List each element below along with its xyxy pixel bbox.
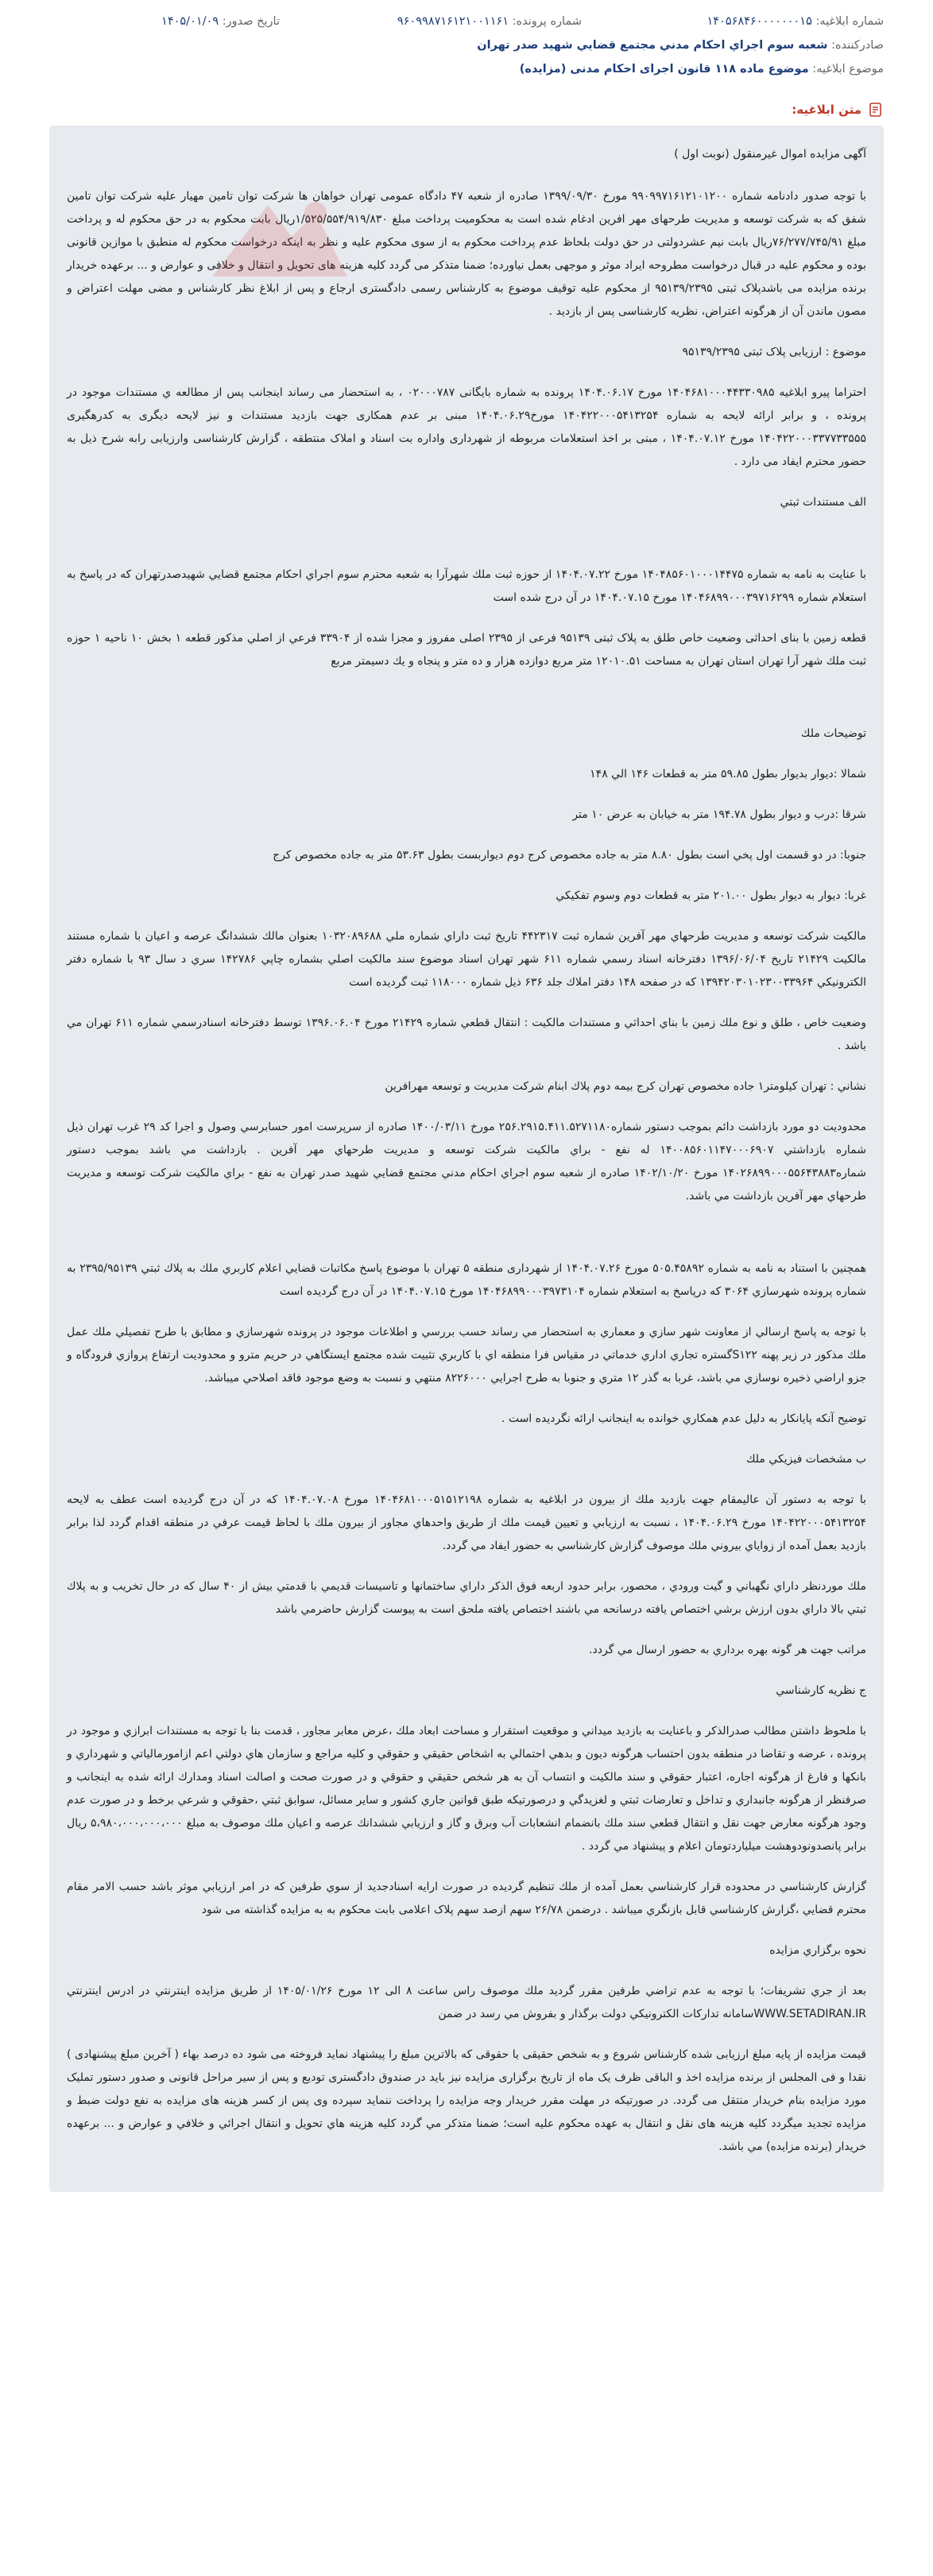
notice-meta [0,0,933,79]
spacer [67,691,866,722]
spacer [67,1226,866,1257]
notice-text-label: متن ابلاغیه: [792,103,861,117]
paragraph-16: محدودیت دو مورد بازداشت دائم بموجب دستور شماره۲۵۶.۲۹۱۵.۴۱۱.۵۲۷۱۱۸۰ مورخ ۱۴۰۰/۰۳/۱۱ صادره از سرپرست امور حسابرسي وصول و اجرا كد ۲۹ غرب تهران ذيل شماره بازداشتي ۱۴۰۰۸۵۶۰۱۱۴۷۰۰۰۶۹۰۷ له نفع - براي مالكيت شركت توسعه و مديريت طرحهاي مهر آفرين . بازداشت مي باشد بموجب دستور شماره۱۴۰۲۶۸۹۹۰۰۰۵۵۶۴۳۸۸۳ مورخ ۱۴۰۲/۱۰/۲۰ صادره از شعبه سوم اجراي احكام مدني مجتمع قضايي شهيد صدر تهران به نفع - براي مالكيت شركت توسعه و مديريت طرحهاي مهر آفرين بازداشت مي باشد. [67,1121,867,1203]
paragraph-28: بعد از جري تشريفات؛ با توجه به عدم تراضي طرفين مقرر گرديد ملك موصوف راس ساعت ۸ الی ۱۲ مورخ ۱۴۰۵/۰۱/۲۶ از طريق مزايده اينترنتي در ادرس اينترنتي WWW.SETADIRAN.IRسامانه تداركات الكترونيكي دولت برگذار و بفروش مي رسد در ضمن [67,1985,866,2020]
issuer-value: شعبه سوم اجراي احكام مدني مجتمع قضايي شهيد صدر تهران [477,39,828,52]
paragraph-23: مراتب جهت هر گونه بهره برداري به حضور ارسال مي گردد. [589,1644,866,1656]
paragraph-1: آگهی مزایده اموال غیرمنقول (نوبت اول ) [674,148,866,161]
paragraph-20: ب مشخصات فيزيكي ملك [745,1453,866,1466]
notice-number [582,11,884,32]
paragraph-10: شرقا :درب و ديوار بطول ۱۹۴.۷۸ متر به خيابان به عرض ۱۰ متر [572,808,866,821]
issuer-label: صادرکننده: [831,39,884,52]
subject-value: موضوع ماده ۱۱۸ قانون اجرای احکام مدنی (مزایده) [519,63,809,76]
paragraph-21: با توجه به دستور آن عاليمقام جهت بازديد ملك از بيرون در ابلاغيه به شماره ۱۴۰۴۶۸۱۰۰۰۵۱۵۱۲۱۹۸ مورخ ۱۴۰۴.۰۷.۰۸ كه در آن درج گرديده است عطف به لايحه ۱۴۰۴۲۲۰۰۰۵۴۱۳۲۵۴ مورخ ۱۴۰۴.۰۶.۲۹ ، نسبت به ارزيابي و تعيين قيمت ملك از طريق واحدهاي مجاور از بيرون ملك با لحاظ قيمت عرفي در منطقه اقدام گردد لذا برابر بازديد بعمل آمده از زواياي بيروني ملك موصوف گزارش كارشناسي به حضور ايفاد مي گردد. [67,1493,866,1552]
paragraph-12: غربا: ديوار به ديوار بطول ۲۰۱.۰۰ متر به قطعات دوم وسوم تفكيكي [556,889,866,902]
case-number-value: ۹۶۰۹۹۸۷۱۶۱۲۱۰۰۱۱۶۱ [397,15,509,28]
paragraph-5: الف مستندات ثبتي [780,496,866,509]
meta-row-ids [49,11,884,32]
notice-body [49,126,884,2192]
paragraph-9: شمالا :ديوار بديوار بطول ۵۹.۸۵ متر به قطعات ۱۴۶ الي ۱۴۸ [590,768,866,781]
paragraph-25: با ملحوظ داشتن مطالب صدرالذكر و باعنايت به بازديد ميداني و موقعيت استقرار و مساحت ابعاد ملك ،عرض معابر مجاور ، قدمت بنا با توجه به مستندات ابرازي و موجود در پرونده ، عرضه و تقاضا در منطقه بدون احتساب هرگونه ديون و بدهي احتمالي به اشخاص حقيقي و حقوقي و كليه مراجع و سازمان هاي دولتي اعم ازامورمالياتي و شهرداري و بانكها و فارغ از هرگونه اجاره، اعتبار حقوقي و سند مالكيت و انتساب آن به هر شخص حقيقي و حقوقي و در صورت صحت و اصالت اسناد ومدارك ارائه شده به اينجانب و صرفنظر از هرگونه جانبداري و تداخل و تعارضات ثبتي و لغزيدگي و درصورتيكه طبق قوانين جاري كشور و ساير مسائل، سوابق ثبتي ،حقوقي و شرعي برخط و در صورت عدم وجود هرگونه معارض جهت نقل و انتقال قطعي سند ملك بانضمام انشعابات آب وبرق و گاز و ارزيابي ششدانك عرصه و اعيان ملك موصوف به مبلغ ۵،۹۸۰،۰۰۰،۰۰۰،۰۰۰ ريال برابر پانصدونودوهشت ميلياردتومان اعلام و پيشنهاد مي گردد . [67,1725,867,1853]
notice-text-header [0,102,884,118]
paragraph-29: قیمت مزایده از پایه مبلغ ارزیابی شده کارشناس شروع و به شخص حقیقی یا حقوقی که بالاترین مبلغ را پیشنهاد نماید فروخته می شود ده درصد بهاء ( آخرین مبلغ پیشنهادی ) نقدا و فی المجلس از برنده مزایده اخذ و الباقی ظرف یک ماه از تاریخ برگزاری مزایده نیز باید در صندوق دادگستری تودیع و پس از سیر مراحل قانونی و صدور دستور تملیک مورد مزایده بنام خریدار منتقل می گردد. در صورتیکه در مهلت مقرر خریدار وجه مزایده را پرداخت ننماید سپرده وی پس از کسر هزینه های مزایده به نفع دولت ضبط و مزایده تجدید میگردد کلیه هزینه های نقل و انتقال به عهده محکوم علیه است؛ ضمنا متذكر مي گردد كليه هزينه هاي تحويل و انتقال اجرائي و خلافي و عوارض و ... برعهده خريدار (برنده مزايده) مي باشد. [67,2048,866,2153]
subject-label: موضوع ابلاغیه: [812,63,884,76]
paragraph-24: ج نظريه كارشناسي [776,1684,866,1697]
notice-subject [49,59,884,79]
paragraph-17: همچنین با استناد به نامه به شماره ۵۰۵.۴۵۸۹۲ مورخ ۱۴۰۴.۰۷.۲۶ از شهرداری منطقه ۵ تهران با موضوع پاسخ مكاتبات قضايي اعلام كاربري ملك به پلاك ثبتي ۲۳۹۵/۹۵۱۳۹ به شماره پرونده شهرسازي ۳۰۶۴ كه درپاسخ به استعلام شماره ۱۴۰۴۶۸۹۹۰۰۰۳۹۷۳۱۰۴ مورخ ۱۴۰۴.۰۷.۱۵ در آن درج گرديده است [67,1262,867,1298]
case-number-label: شماره پرونده: [512,15,582,28]
paragraph-11: جنوبا: در دو قسمت اول پخي است بطول ۸.۸۰ متر به جاده مخصوص كرج دوم ديواربست بطول ۵۳.۶۳ متر به جاده مخصوص كرج [273,849,866,862]
issue-date-value: ۱۴۰۵/۰۱/۰۹ [161,15,219,28]
paragraph-4: احتراما پیرو ابلاغیه ۱۴۰۴۶۸۱۰۰۰۴۴۳۳۰۹۸۵ مورخ ۱۴۰۴.۰۶.۱۷ پرونده به شماره بایگانی ۰۲۰۰۰۷۸۷ ، به استحضار می رساند اینجانب پس از مطالعه ي مستندات موجود در پرونده ، و برابر ارائه لایحه به شماره ۱۴۰۴۲۲۰۰۰۵۴۱۳۲۵۴ مورخ۱۴۰۴.۰۶.۲۹ مبنی بر عدم همکاری جهت بازدید مستندات و نیز لایحه دیگری به کدرهگیری ۱۴۰۴۲۲۰۰۰۳۳۷۷۳۳۵۵۵ مورخ ۱۴۰۴.۰۷.۱۲ ، مبنی بر اخذ استعلامات مربوطه از شهرداری واداره بت اسناد و املاک منتطقه ، گزارش کارشناسی وارزیابی رابه شرح ذیل به حضور محترم ایفاد می دارد . [67,386,867,468]
issue-date-label: تاریخ صدور: [222,15,280,28]
paragraph-7: قطعه زمین با بنای احداثی وضعیت خاص طلق به پلاک ثبتی ۹۵۱۳۹ فرعی از ۲۳۹۵ اصلی مفروز و مجزا شده از ۳۳۹۰۴ فرعي از اصلي مذكور قطعه ۱ بخش ۱۰ ناحيه ۱ حوزه ثبت ملك شهر آرا تهران استان تهران به مساحت ۱۲۰۱۰.۵۱ متر مربع دوازده هزار و ده متر و پنجاه و يك دسيمتر مربع [67,632,866,668]
paragraph-15: نشاني : تهران كيلومتر۱ جاده مخصوص تهران كرج بيمه دوم پلاك ابنام شركت مديريت و توسعه مهرافرين [385,1080,866,1093]
paragraph-19: توضیح آنكه پایانكار به دليل عدم همكاري خوانده به اينجانب ارائه نگرديده است . [501,1412,866,1425]
paragraph-8: توضیحات ملك [800,727,866,740]
spacer [67,532,866,564]
paragraph-3: موضوع : ارزیابی پلاک ثبتی ۹۵۱۳۹/۲۳۹۵ [682,346,866,358]
paragraph-22: ملك موردنظر داراي نگهباني و گيت ورودي ، محصور، برابر حدود اربعه فوق الذكر داراي ساختمانها و تاسيسات قديمي با قدمتي بيش از ۴۰ سال كه در حال تخريب و به پلاك ثبتي بالا داراي بدون ارزش برشي اختصاص يافته درسانحه مي باشند اختصاص يافته ملحق است به پيوست گزارش حاضرمي باشد [67,1580,867,1616]
paragraph-14: وضعیت خاص ، طلق و نوع ملك زمين با بناي احداثي و مستندات مالكيت : انتقال قطعي شماره ۲۱۴۲۹ مورخ ۱۳۹۶.۰۶.۰۴ توسط دفترخانه اسنادرسمي شماره ۶۱۱ تهران مي باشد . [67,1017,866,1052]
notice-number-value: ۱۴۰۵۶۸۴۶۰۰۰۰۰۰۰۱۵ [707,15,812,28]
paragraph-6: با عنایت به نامه به شماره ۱۴۰۴۸۵۶۰۱۰۰۰۱۴۴۷۵ مورخ ۱۴۰۴.۰۷.۲۲ از حوزه ثبت ملك شهرآرا به شعبه محترم سوم اجراي احكام مجتمع قضايي شهيدصدرتهران كه در پاسخ به استعلام شماره ۱۴۰۴۶۸۹۹۰۰۰۳۹۷۱۶۲۹۹ مورخ ۱۴۰۴.۰۷.۱۵ در آن درج شده است [67,568,866,604]
paragraph-13: مالکیت شركت توسعه و مديريت طرحهاي مهر آفرين شماره ثبت ۴۴۲۳۱۷ تاريخ ثبت داراي شماره ملي ۱۰۳۲۰۸۹۶۸۸ بعنوان مالك ششدانگ عرصه و اعيان با شماره مستند مالكيت ۲۱۴۲۹ تاريخ ۱۳۹۶/۰۶/۰۴ دفترخانه اسناد رسمي شماره ۶۱۱ شهر تهران اسناد موضوع سند مالكيت اصلي بشماره چاپي ۱۴۲۷۸۶ سري د سال ۹۳ با شماره دفتر الكترونيكي ۱۳۹۴۲۰۳۰۱۰۲۳۰۰۳۳۹۶۴ که در صفحه ۱۴۸ دفتر املاك جلد ۶۳۶ ذيل شماره ۱۱۸۰۰۰ ثبت گردیده است [67,930,867,989]
document-icon [868,102,884,118]
paragraph-2: با توجه صدور دادنامه شماره ۹۹۰۹۹۷۱۶۱۲۱۰۱۲۰۰ مورخ ۱۳۹۹/۰۹/۳۰ صادره از شعبه ۴۷ دادگاه عمومی تهران خواهان ها شرکت توان تامین مهیار علیه شرکت توان تامین شفق که به شرکت توسعه و مدیریت طرحهای مهر افرین ادغام شده است به محکومیت پرداخت مبلغ ۱/۵۲۵/۵۵۴/۹۱۹/۸۳۰ریال بابت محکوم به در حق محکوم له و پرداخت مبلغ ۷۶/۲۷۷/۷۴۵/۹۱ریال بابت نیم عشردولتی در حق دولت بلحاظ عدم پرداخت محکوم به از سوی محکوم علیه و نظر به اینکه درخواست محکوم له منطبق با موازین قانونی بوده و محکوم علیه در قبال درخواست مطروحه ایراد موثر و موجهی بعمل نیاورده؛ ضمنا متذکر می گردد کلیه هزینه های تحویل و انتقال و خلافی و عوارض و ... برعهده خریدار برنده مزایده می باشدپلاک ثبتی ۹۵۱۳۹/۲۳۹۵ از محکوم علیه توقیف موضوع به کارشناس رسمی دادگستری ارجاع و پس از ابلاغ نظر کارشناس و مضی مهلت اعتراض و مصون ماندن آن از هرگونه اعتراض، نظریه کارشناسی پس از بازدید . [67,190,867,318]
paragraph-18: با توجه به پاسخ ارسالي از معاونت شهر سازي و معماري به استحضار مي رساند حسب بررسي و اطلاعات موجود در پرونده شهرسازي و مطابق با طرح تفصيلي ملك عمل ملك مذكور در زير پهنه S۱۲۲گستره تجاري اداري خدماتي در مقياس فرا منطقه اي با كاربري تثبيت شده مجتمع ايستگاهي در حريم مترو و محدوديت ارتفاع پروازي فرودگاه و جزو اراضي ذخيره نوسازي مي باشد، غربا به گذر ۱۲ متري و جنوبا به طرح اجرايي ۸۲۲۶۰۰۰ منتهي و نسبت به وضع موجود فاقد اصلاحي ميباشد. [67,1326,866,1385]
notice-number-label: شماره ابلاغیه: [815,15,884,28]
paragraph-27: نحوه برگزاري مزايده [769,1944,866,1957]
issue-date [161,11,280,32]
issuer [49,35,884,56]
paragraph-26: گزارش كارشناسي در محدوده قرار كارشناسي بعمل آمده از ملك تنظيم گرديده در صورت ارايه اسنادجديد از سوي طرفين كه در امر ارزيابي موثر باشد حسب الامر مقام محترم قضايي ،گزارش كارشناسي قابل بازنگري ميباشد . درضمن ۲۶/۷۸ سهم ازصد سهم پلاک اعلامی بابت محکوم به به مزایده گذاشته می شود [67,1881,866,1916]
case-number [280,11,582,32]
page-footer-space [0,2192,933,2224]
